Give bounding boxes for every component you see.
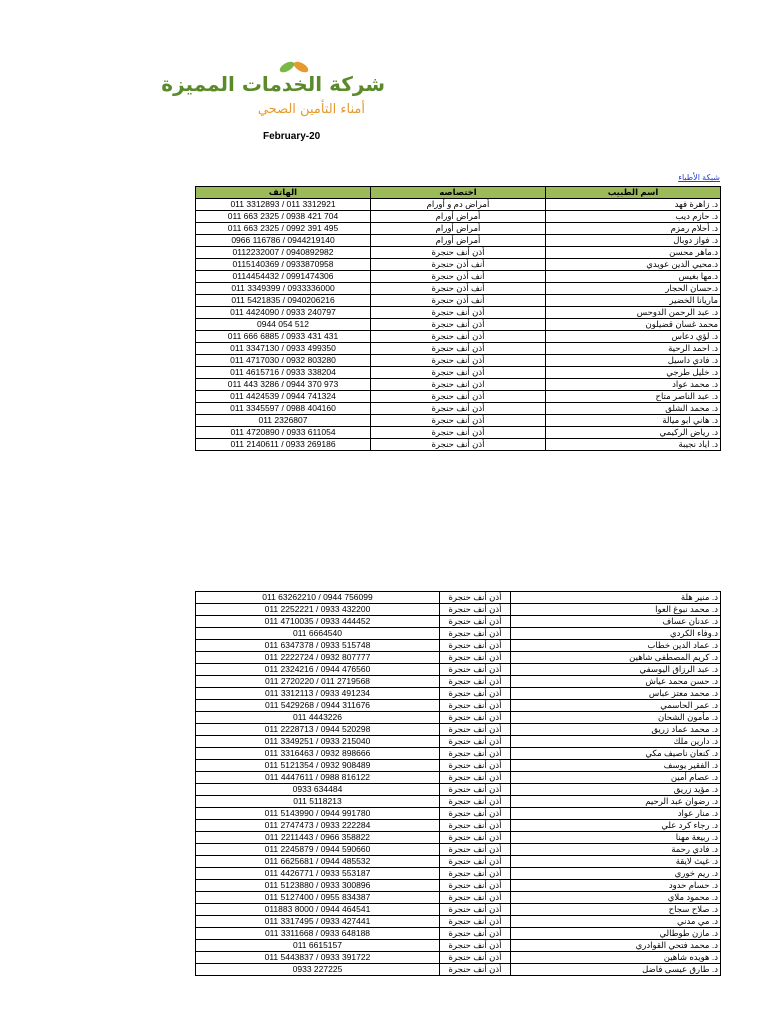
doctor-name: د. مازن طوطالي bbox=[511, 928, 721, 940]
specialty: أذن أنف حنجرة bbox=[439, 904, 510, 916]
specialty: أذن أنف حنجرة bbox=[439, 760, 510, 772]
phone-number: 011 2252221 / 0933 432200 bbox=[196, 604, 440, 616]
table-row bbox=[196, 319, 721, 331]
phone-number: 011 4615716 / 0933 338204 bbox=[196, 367, 371, 379]
specialty: أمراض أورام bbox=[371, 235, 546, 247]
table-row bbox=[196, 604, 721, 616]
doctor-name: د. زاهرة فهد bbox=[546, 199, 721, 211]
doctors-table-2 bbox=[195, 591, 721, 976]
specialty: أذن أنف حنجرة bbox=[439, 724, 510, 736]
phone-number: 011 3349251 / 0933 215040 bbox=[196, 736, 440, 748]
phone-number: 0115140369 / 0933870958 bbox=[196, 259, 371, 271]
table-row bbox=[196, 199, 721, 211]
specialty: أذن أنف حنجرة bbox=[439, 640, 510, 652]
doctor-name: د. احمد الرحية bbox=[546, 343, 721, 355]
specialty: أذن أنف حنجرة bbox=[439, 868, 510, 880]
specialty: أذن أنف حنجرة bbox=[439, 940, 510, 952]
table-row bbox=[196, 796, 721, 808]
doctor-name: د. أحلام رمزم bbox=[546, 223, 721, 235]
doctor-name: د. حسن محمد عياش bbox=[511, 676, 721, 688]
specialty: أذن أنف حنجرة bbox=[439, 688, 510, 700]
doctor-name: د. عبد الرحمن الدوحس bbox=[546, 307, 721, 319]
table-row bbox=[196, 211, 721, 223]
doctor-name: د. حازم ديب bbox=[546, 211, 721, 223]
specialty: أذن أنف حنجرة bbox=[439, 748, 510, 760]
doctor-name: د. فادي داسيل bbox=[546, 355, 721, 367]
table-row bbox=[196, 748, 721, 760]
table-row bbox=[196, 724, 721, 736]
specialty: أذن أنف حنجرة bbox=[371, 439, 546, 451]
phone-number: 011 4424090 / 0933 240797 bbox=[196, 307, 371, 319]
specialty: أنف أذن حنجرة bbox=[371, 271, 546, 283]
phone-number: 011 6625681 / 0944 485532 bbox=[196, 856, 440, 868]
phone-number: 011 6664540 bbox=[196, 628, 440, 640]
table-row bbox=[196, 688, 721, 700]
phone-number: 0112232007 / 0940892982 bbox=[196, 247, 371, 259]
doctor-name: د. هويده شاهين bbox=[511, 952, 721, 964]
column-header-name: اسم الطبيب bbox=[546, 187, 721, 199]
doctor-name: د.مها بغيس bbox=[546, 271, 721, 283]
table-row bbox=[196, 736, 721, 748]
table-row bbox=[196, 628, 721, 640]
phone-number: 0944 054 512 bbox=[196, 319, 371, 331]
doctor-name: د. منير هلة bbox=[511, 592, 721, 604]
doctor-name: ماريانا الخضير bbox=[546, 295, 721, 307]
specialty: أذن أنف حنجرة bbox=[439, 796, 510, 808]
doctor-name: د. خليل طرجي bbox=[546, 367, 721, 379]
table-row bbox=[196, 403, 721, 415]
doctor-name: د. دارين ملك bbox=[511, 736, 721, 748]
phone-number: 011 6615157 bbox=[196, 940, 440, 952]
doctor-name: د.محيي الدين عويدي bbox=[546, 259, 721, 271]
phone-number: 011883 8000 / 0944 464541 bbox=[196, 904, 440, 916]
brand-name: شركة الخدمات المميزة bbox=[161, 72, 385, 96]
specialty: أذن أنف حنجرة bbox=[439, 604, 510, 616]
phone-number: 011 663 2325 / 0992 391 495 bbox=[196, 223, 371, 235]
phone-number: 011 2140611 / 0933 269186 bbox=[196, 439, 371, 451]
specialty: أذن أنف حنجرة bbox=[439, 928, 510, 940]
table-row bbox=[196, 712, 721, 724]
phone-number: 011 4717030 / 0932 803280 bbox=[196, 355, 371, 367]
phone-number: 011 2747473 / 0933 222284 bbox=[196, 820, 440, 832]
table-row bbox=[196, 880, 721, 892]
table-row bbox=[196, 283, 721, 295]
specialty: أنف أذن حنجرة bbox=[371, 283, 546, 295]
phone-number: 011 3349399 / 0933336000 bbox=[196, 283, 371, 295]
table-row bbox=[196, 307, 721, 319]
table-row bbox=[196, 235, 721, 247]
phone-number: 011 663 2325 / 0938 421 704 bbox=[196, 211, 371, 223]
specialty: أذن أنف حنجرة bbox=[439, 844, 510, 856]
specialty: أذن أنف حنجرة bbox=[439, 808, 510, 820]
doctor-name: د. محمد معتز عباس bbox=[511, 688, 721, 700]
specialty: أذن أنف حنجرة bbox=[371, 355, 546, 367]
doctor-name: د. الفقير يوسف bbox=[511, 760, 721, 772]
doctor-name: د. عماد الدين خطاب bbox=[511, 640, 721, 652]
doctor-name: د. ربيعة مهنا bbox=[511, 832, 721, 844]
table-header-row bbox=[196, 187, 721, 199]
phone-number: 011 4720890 / 0933 611054 bbox=[196, 427, 371, 439]
doctor-name: د. رجاء كرد علي bbox=[511, 820, 721, 832]
specialty: أمراض أورام bbox=[371, 211, 546, 223]
table-row bbox=[196, 367, 721, 379]
specialty: أذن أنف حنجرة bbox=[371, 319, 546, 331]
phone-number: 011 3312113 / 0933 491234 bbox=[196, 688, 440, 700]
phone-number: 011 5127400 / 0955 834387 bbox=[196, 892, 440, 904]
table-row bbox=[196, 343, 721, 355]
doctor-name: محمد غسان قضيلون bbox=[546, 319, 721, 331]
phone-number: 011 2720220 / 011 2719568 bbox=[196, 676, 440, 688]
table-row bbox=[196, 439, 721, 451]
doctor-name: د. عبد الرزاق اليوسفي bbox=[511, 664, 721, 676]
specialty: أذن أنف حنجرة bbox=[439, 964, 510, 976]
doctor-name: د. محمد نبوغ العوا bbox=[511, 604, 721, 616]
phone-number: 0933 227225 bbox=[196, 964, 440, 976]
table-row bbox=[196, 640, 721, 652]
phone-number: 011 6347378 / 0933 515748 bbox=[196, 640, 440, 652]
doctor-name: د.حسان الحجار bbox=[546, 283, 721, 295]
phone-number: 011 2222724 / 0932 807777 bbox=[196, 652, 440, 664]
phone-number: 011 2326807 bbox=[196, 415, 371, 427]
doctor-name: د. محمد عواد bbox=[546, 379, 721, 391]
table-row bbox=[196, 760, 721, 772]
specialty: أذن أنف حنجرة bbox=[439, 712, 510, 724]
doctor-name: د. مي مدني bbox=[511, 916, 721, 928]
doctor-name: د. فادي رحمة bbox=[511, 844, 721, 856]
doctor-name: د. صلاح سجاح bbox=[511, 904, 721, 916]
specialty: أذن أنف حنجرة bbox=[439, 784, 510, 796]
phone-number: 011 5429268 / 0944 311676 bbox=[196, 700, 440, 712]
doctors-table-1 bbox=[195, 186, 721, 451]
doctor-name: د. محمود ملاي bbox=[511, 892, 721, 904]
doctor-name: د. حسام حدود bbox=[511, 880, 721, 892]
specialty: أذن أنف حنجرة bbox=[439, 916, 510, 928]
phone-number: 011 5421835 / 0940206216 bbox=[196, 295, 371, 307]
table-row bbox=[196, 664, 721, 676]
phone-number: 011 2324216 / 0944 476560 bbox=[196, 664, 440, 676]
table-row bbox=[196, 415, 721, 427]
table-row bbox=[196, 355, 721, 367]
phone-number: 0114454432 / 0991474306 bbox=[196, 271, 371, 283]
doctor-name: د. منار عواد bbox=[511, 808, 721, 820]
doctor-name: د. مؤيد زريق bbox=[511, 784, 721, 796]
phone-number: 0933 634484 bbox=[196, 784, 440, 796]
phone-number: 011 63262210 / 0944 756099 bbox=[196, 592, 440, 604]
phone-number: 011 5123880 / 0933 300896 bbox=[196, 880, 440, 892]
doctor-name: د. فواز دوبال bbox=[546, 235, 721, 247]
doctor-name: د. رياض الركيمي bbox=[546, 427, 721, 439]
specialty: اذن انف حنجرة bbox=[371, 379, 546, 391]
table-row bbox=[196, 391, 721, 403]
doctor-name: د. طارق عيسى فاضل bbox=[511, 964, 721, 976]
doctor-name: د. عصام أمين bbox=[511, 772, 721, 784]
doctors-network-link[interactable]: شبكة الأطباء bbox=[678, 173, 720, 182]
specialty: أذن أنف حنجرة bbox=[439, 952, 510, 964]
table-row bbox=[196, 271, 721, 283]
table-row bbox=[196, 427, 721, 439]
specialty: أذن أنف حنجرة bbox=[439, 592, 510, 604]
specialty: أذن أنف حنجرة bbox=[439, 832, 510, 844]
specialty: أذن أنف حنجرة bbox=[371, 367, 546, 379]
table-row bbox=[196, 892, 721, 904]
table-row bbox=[196, 928, 721, 940]
table-row bbox=[196, 916, 721, 928]
doctor-name: د. رضوان عبد الرحيم bbox=[511, 796, 721, 808]
phone-number: 0966 116786 / 0944219140 bbox=[196, 235, 371, 247]
specialty: أذن أنف حنجرة bbox=[371, 427, 546, 439]
phone-number: 011 443 3286 / 0944 370 973 bbox=[196, 379, 371, 391]
specialty: أذن أنف حنجرة bbox=[439, 856, 510, 868]
phone-number: 011 2211443 / 0966 358822 bbox=[196, 832, 440, 844]
doctor-name: د. عدنان عساف bbox=[511, 616, 721, 628]
phone-number: 011 5443837 / 0933 391722 bbox=[196, 952, 440, 964]
phone-number: 011 2245879 / 0944 590660 bbox=[196, 844, 440, 856]
table-row bbox=[196, 964, 721, 976]
phone-number: 011 666 6885 / 0933 431 431 bbox=[196, 331, 371, 343]
doctor-name: د.ماهر محسن bbox=[546, 247, 721, 259]
phone-number: 011 4426771 / 0933 553187 bbox=[196, 868, 440, 880]
phone-number: 011 3347130 / 0933 499350 bbox=[196, 343, 371, 355]
table-row bbox=[196, 808, 721, 820]
table-row bbox=[196, 952, 721, 964]
phone-number: 011 3312893 / 011 3312921 bbox=[196, 199, 371, 211]
table-row bbox=[196, 700, 721, 712]
doctor-name: د.وفاء الكردي bbox=[511, 628, 721, 640]
phone-number: 011 3317495 / 0933 427441 bbox=[196, 916, 440, 928]
table-row bbox=[196, 331, 721, 343]
column-header-specialty: اختصاصه bbox=[371, 187, 546, 199]
specialty: أذن أنف حنجرة bbox=[439, 736, 510, 748]
specialty: أذن أنف حنجرة bbox=[371, 403, 546, 415]
table-row bbox=[196, 856, 721, 868]
table-row bbox=[196, 652, 721, 664]
doctor-name: د. اياد نجيبة bbox=[546, 439, 721, 451]
table-row bbox=[196, 940, 721, 952]
phone-number: 011 4447611 / 0988 816122 bbox=[196, 772, 440, 784]
phone-number: 011 5143990 / 0944 991780 bbox=[196, 808, 440, 820]
specialty: أذن أنف حنجرة bbox=[439, 616, 510, 628]
specialty: أذن أنف حنجرة bbox=[439, 628, 510, 640]
specialty: أذن أنف حنجرة bbox=[439, 700, 510, 712]
table-row bbox=[196, 592, 721, 604]
phone-number: 011 4443226 bbox=[196, 712, 440, 724]
specialty: أذن أنف حنجرة bbox=[371, 331, 546, 343]
table-row bbox=[196, 772, 721, 784]
doctor-name: د. عبد الناصر متاح bbox=[546, 391, 721, 403]
table-row bbox=[196, 295, 721, 307]
doctor-name: د. محمد فتحي القوادري bbox=[511, 940, 721, 952]
table-row bbox=[196, 844, 721, 856]
specialty: أذن أنف حنجرة bbox=[439, 772, 510, 784]
company-logo bbox=[161, 58, 385, 120]
doctor-name: د. مأمون الشحان bbox=[511, 712, 721, 724]
phone-number: 011 5121354 / 0932 908489 bbox=[196, 760, 440, 772]
doctor-name: د. كريم المصطفى شاهين bbox=[511, 652, 721, 664]
table-row bbox=[196, 820, 721, 832]
doctor-name: د. ريم خوري bbox=[511, 868, 721, 880]
specialty: أذن أنف حنجرة bbox=[371, 415, 546, 427]
specialty: أذن أنف حنجرة bbox=[371, 391, 546, 403]
doctor-name: د. هاني ابو ميالة bbox=[546, 415, 721, 427]
doctor-name: د. محمد الشلق bbox=[546, 403, 721, 415]
table-row bbox=[196, 868, 721, 880]
table-row bbox=[196, 247, 721, 259]
specialty: أمراض أورام bbox=[371, 223, 546, 235]
table-row bbox=[196, 784, 721, 796]
specialty: أذن أنف حنجرة bbox=[371, 343, 546, 355]
specialty: أذن أنف حنجرة bbox=[439, 676, 510, 688]
table-row bbox=[196, 904, 721, 916]
doctor-name: د. كنعان ناصيف مكي bbox=[511, 748, 721, 760]
specialty: أذن أنف حنجرة bbox=[439, 892, 510, 904]
specialty: أذن أنف حنجرة bbox=[439, 652, 510, 664]
specialty: أنف أذن حنجرة bbox=[371, 295, 546, 307]
doctor-name: د. عمر الحاسمي bbox=[511, 700, 721, 712]
phone-number: 011 3316463 / 0932 898666 bbox=[196, 748, 440, 760]
phone-number: 011 3311668 / 0933 648188 bbox=[196, 928, 440, 940]
phone-number: 011 2228713 / 0944 520298 bbox=[196, 724, 440, 736]
table-row bbox=[196, 616, 721, 628]
table-row bbox=[196, 379, 721, 391]
document-date: February-20 bbox=[263, 131, 321, 142]
brand-tagline: أمناء التأمين الصحي bbox=[257, 102, 365, 117]
table-row bbox=[196, 832, 721, 844]
specialty: أمراض دم و أورام bbox=[371, 199, 546, 211]
specialty: أذن أنف حنجرة bbox=[439, 664, 510, 676]
specialty: أذن أنف حنجرة bbox=[439, 820, 510, 832]
table-row bbox=[196, 259, 721, 271]
specialty: أذن أنف حنجرة bbox=[371, 247, 546, 259]
specialty: أنف أذن حنجرة bbox=[371, 259, 546, 271]
specialty: أذن أنف حنجرة bbox=[439, 880, 510, 892]
column-header-phone: الهاتف bbox=[196, 187, 371, 199]
phone-number: 011 3345597 / 0988 404160 bbox=[196, 403, 371, 415]
phone-number: 011 4710035 / 0933 444452 bbox=[196, 616, 440, 628]
doctor-name: د. غيث لايقة bbox=[511, 856, 721, 868]
phone-number: 011 5118213 bbox=[196, 796, 440, 808]
doctor-name: د. لؤي دعاس bbox=[546, 331, 721, 343]
table-row bbox=[196, 223, 721, 235]
specialty: أذن أنف حنجرة bbox=[371, 307, 546, 319]
phone-number: 011 4424539 / 0944 741324 bbox=[196, 391, 371, 403]
table-row bbox=[196, 676, 721, 688]
doctor-name: د. محمد عماد زريق bbox=[511, 724, 721, 736]
